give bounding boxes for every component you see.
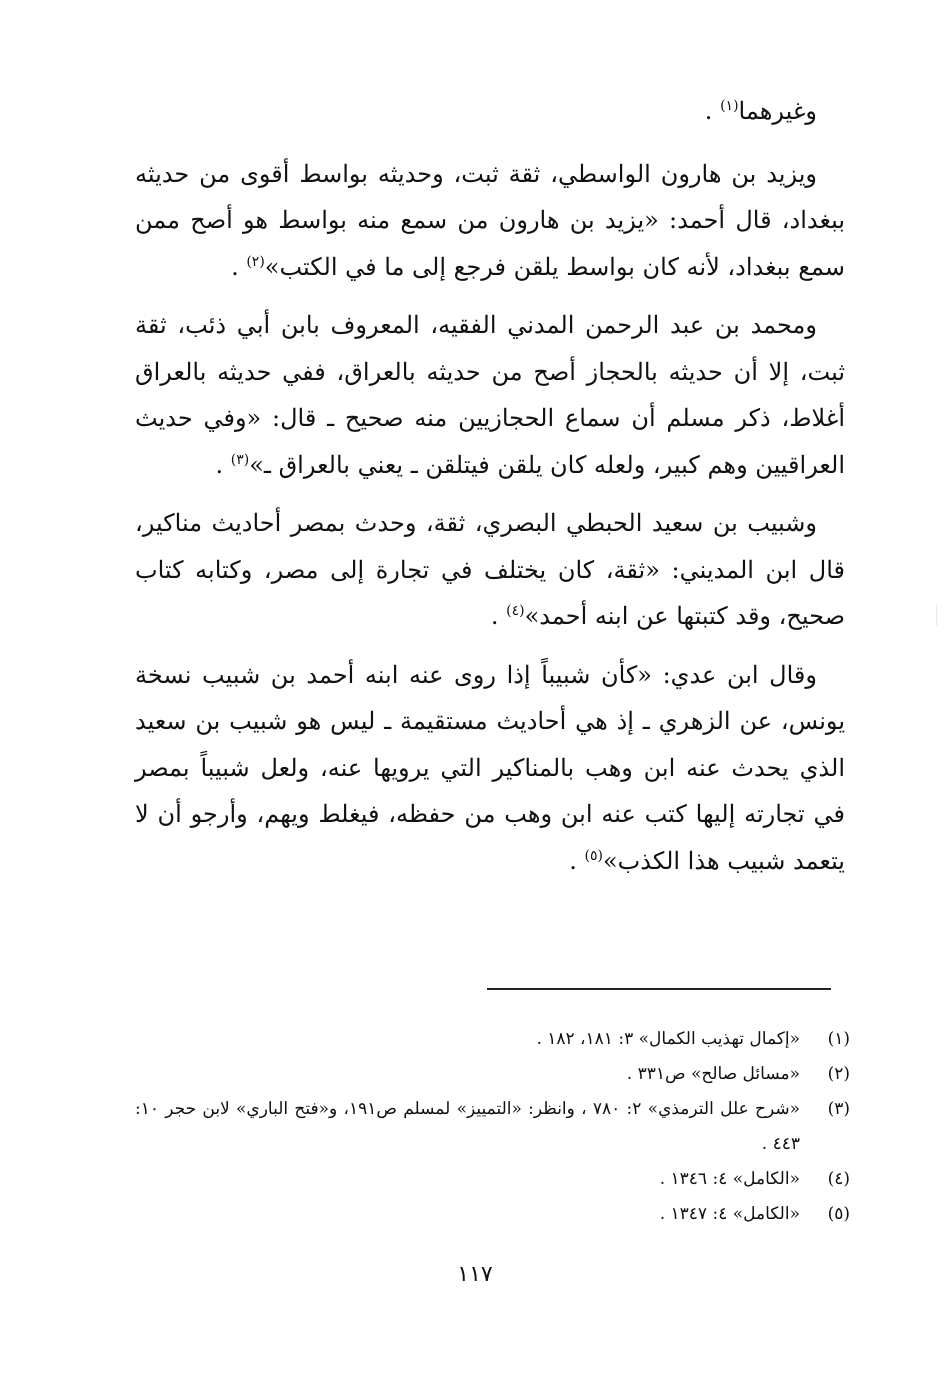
footnote-ref: (٣) bbox=[230, 451, 250, 468]
footnote-3 bbox=[135, 1092, 850, 1162]
footnote-text: «الكامل» ٤: ١٣٤٧ . bbox=[659, 1204, 800, 1224]
footnote-5 bbox=[135, 1197, 850, 1232]
paragraph-3 bbox=[135, 302, 845, 488]
paragraph-text: وغيرهما bbox=[738, 97, 817, 125]
footnote-2 bbox=[135, 1057, 850, 1092]
footnote-number: (٤) bbox=[827, 1169, 850, 1189]
footnote-number: (٥) bbox=[827, 1204, 850, 1224]
footnote-number: (٢) bbox=[827, 1064, 850, 1084]
period: . bbox=[569, 846, 585, 875]
footnote-ref: (٢) bbox=[246, 253, 265, 270]
footnote-ref: (٥) bbox=[584, 847, 603, 864]
footnote-ref: (١) bbox=[720, 98, 739, 114]
paragraph-text: وشبيب بن سعيد الحبطي البصري، ثقة، وحدث بمصر أحاديث مناكير، قال ابن المديني: «ثقة، كان يختلف في تجارة إلى مصر، وكتابه كتاب صحيح، وقد كتبتها عن ابنه أحمد» bbox=[135, 509, 845, 630]
paragraph-text: ويزيد بن هارون الواسطي، ثقة ثبت، وحديثه بواسط أقوى من حديثه ببغداد، قال أحمد: «يزيد بن هارون من سمع منه بواسط هو أصح ممن سمع ببغداد، لأنه كان بواسط يلقن فرجع إلى ما في الكتب» bbox=[135, 159, 845, 281]
paragraph-1 bbox=[135, 88, 845, 135]
footnote-number: (١) bbox=[827, 1029, 850, 1049]
footnote-separator bbox=[487, 988, 831, 990]
footnote-text: «إكمال تهذيب الكمال» ٣: ١٨١، ١٨٢ . bbox=[536, 1029, 800, 1049]
footnote-number: (٣) bbox=[827, 1099, 850, 1119]
paragraph-text: وقال ابن عدي: «كأن شبيباً إذا روى عنه ابنه أحمد بن شبيب نسخة يونس، عن الزهري ـ إذ هي أحاديث مستقيمة ـ ليس هو شبيب بن سعيد الذي يحدث عنه ابن وهب بالمناكير التي يرويها عنه، ولعل شبيباً بمصر في تجارته إليها كتب عنه ابن وهب من حفظه، فيغلط ويهم، وأرجو أن لا يتعمد شبيب هذا الكذب» bbox=[135, 660, 846, 875]
scan-mark bbox=[922, 596, 937, 627]
footnote-text: «مسائل صالح» ص٣٣١ . bbox=[626, 1064, 800, 1084]
period: . bbox=[215, 450, 231, 479]
footnote-4 bbox=[135, 1162, 850, 1197]
footnote-ref: (٤) bbox=[506, 603, 525, 619]
period: . bbox=[231, 252, 247, 281]
paragraph-4 bbox=[135, 500, 845, 640]
footnotes bbox=[135, 1022, 850, 1232]
paragraph-5 bbox=[135, 652, 845, 885]
page-number: ١١٧ bbox=[457, 1262, 493, 1287]
period: . bbox=[704, 97, 721, 125]
footnote-text: «شرح علل الترمذي» ٢: ٧٨٠ ، وانظر: «التمييز» لمسلم ص١٩١، و«فتح الباري» لابن حجر ١٠: ٤٤٣ . bbox=[135, 1099, 800, 1154]
period: . bbox=[490, 602, 507, 630]
paragraph-2 bbox=[135, 151, 845, 291]
footnote-1 bbox=[135, 1022, 850, 1057]
main-text bbox=[135, 88, 845, 896]
paragraph-text: ومحمد بن عبد الرحمن المدني الفقيه، المعروف بابن أبي ذئب، ثقة ثبت، إلا أن حديثه بالحجاز أصح من حديثه بالعراق، ففي حديثه بالعراق أغلاط، ذكر مسلم أن سماع الحجازيين منه صحيح ـ قال: «وفي حديث العراقيين وهم كبير، ولعله كان يلقن فيتلقن ـ يعني بالعراق ـ» bbox=[135, 311, 846, 479]
footnote-text: «الكامل» ٤: ١٣٤٦ . bbox=[659, 1169, 800, 1189]
